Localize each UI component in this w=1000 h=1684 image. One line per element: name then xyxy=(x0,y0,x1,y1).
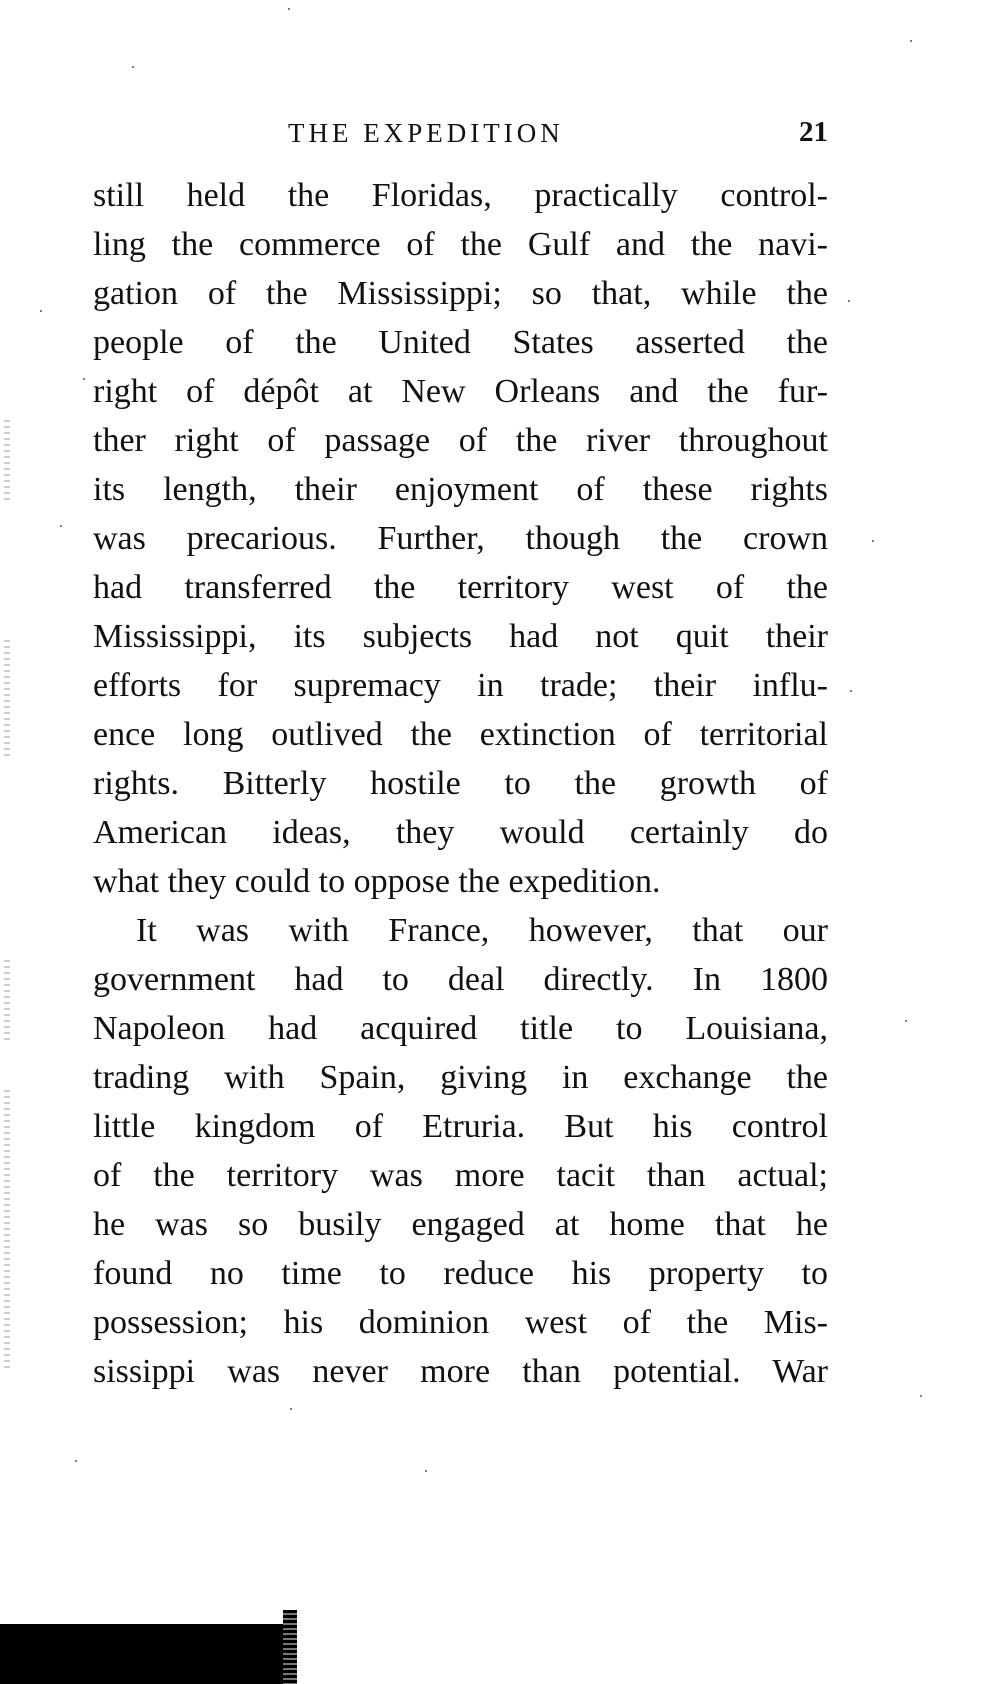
text-line: It was with France, however, that our xyxy=(136,912,828,949)
scan-margin-noise xyxy=(4,640,10,760)
text-line: its length, their enjoyment of these rights xyxy=(93,471,828,508)
scan-speck xyxy=(872,540,874,542)
text-line: American ideas, they would certainly do xyxy=(93,814,828,851)
text-line: of the territory was more tacit than actual; xyxy=(93,1157,828,1194)
text-line: Mississippi, its subjects had not quit their xyxy=(93,618,828,655)
text-line: trading with Spain, giving in exchange the xyxy=(93,1059,828,1096)
text-line: right of dépôt at New Orleans and the fur- xyxy=(93,373,828,410)
text-line: efforts for supremacy in trade; their influ- xyxy=(93,667,828,704)
scan-speck xyxy=(425,1470,427,1472)
text-line: people of the United States asserted the xyxy=(93,324,828,361)
scan-edge-black-bar xyxy=(0,1624,293,1684)
text-line: what they could to oppose the expedition. xyxy=(93,863,661,900)
text-line: little kingdom of Etruria. But his control xyxy=(93,1108,828,1145)
scan-speck xyxy=(848,300,850,302)
text-line: government had to deal directly. In 1800 xyxy=(93,961,828,998)
running-title: THE EXPEDITION xyxy=(288,118,564,148)
text-line: sissippi was never more than potential. War xyxy=(93,1353,828,1390)
text-line: still held the Floridas, practically control- xyxy=(93,177,828,214)
scan-speck xyxy=(60,525,62,527)
text-line: was precarious. Further, though the crown xyxy=(93,520,828,557)
scan-speck xyxy=(905,1020,907,1022)
text-line: had transferred the territory west of the xyxy=(93,569,828,606)
page-number: 21 xyxy=(799,116,828,148)
text-line: found no time to reduce his property to xyxy=(93,1255,828,1292)
text-line: he was so busily engaged at home that he xyxy=(93,1206,828,1243)
scan-margin-noise xyxy=(4,1090,10,1370)
text-line: ence long outlived the extinction of territorial xyxy=(93,716,828,753)
text-line: ling the commerce of the Gulf and the navi- xyxy=(93,226,828,263)
scan-speck xyxy=(910,40,912,42)
scan-speck xyxy=(290,1408,292,1410)
scan-speck xyxy=(40,310,42,312)
scan-speck xyxy=(83,378,85,380)
scan-edge-noise xyxy=(283,1610,297,1684)
body-text xyxy=(93,171,828,1396)
scan-speck xyxy=(920,1395,922,1397)
scan-speck xyxy=(288,8,290,10)
text-line: Napoleon had acquired title to Louisiana, xyxy=(93,1010,828,1047)
scan-margin-noise xyxy=(4,420,10,500)
text-line: rights. Bitterly hostile to the growth of xyxy=(93,765,828,802)
text-line: ther right of passage of the river throughout xyxy=(93,422,828,459)
scan-margin-noise xyxy=(4,960,10,1040)
scan-speck xyxy=(850,690,852,692)
scan-speck xyxy=(132,66,134,68)
scan-speck xyxy=(75,1460,77,1462)
text-line: gation of the Mississippi; so that, while the xyxy=(93,275,828,312)
text-line: possession; his dominion west of the Mis- xyxy=(93,1304,828,1341)
running-header xyxy=(93,118,828,154)
